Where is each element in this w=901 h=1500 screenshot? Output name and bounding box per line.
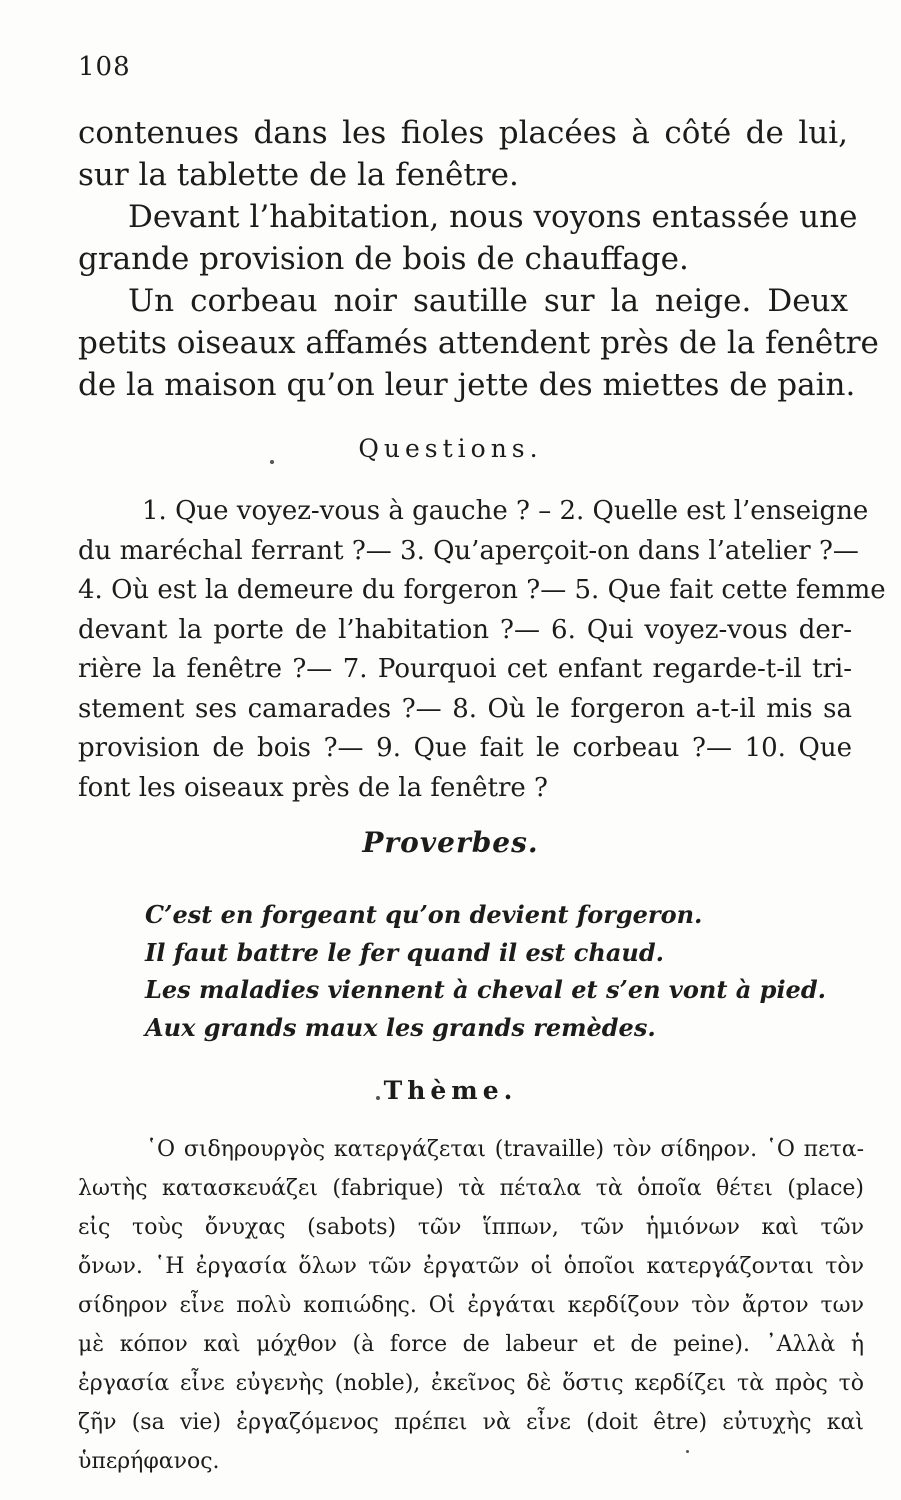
question-line: du maréchal ferrant ?— 3. Qu’aperçoit-on dans l’atelier ?— [78,535,859,566]
ink-speck [376,1096,380,1100]
ink-speck [686,1450,689,1453]
theme-line: λωτὴς κατασκευάζει (fabrique) τὰ πέταλα τὰ ὁποῖα θέτει (place) [78,1176,864,1201]
intro-paragraph [78,112,848,196]
theme-text [78,1130,864,1481]
question-line: rière la fenêtre ?— 7. Pourquoi cet enfant regarde-t-il tri- [78,654,852,684]
text-line: sur la tablette de la fenêtre. [78,157,519,193]
text-line: Un corbeau noir sautille sur la neige. Deux [128,283,848,319]
text-line: contenues dans les fioles placées à côté de lui, [78,115,848,151]
theme-line: ὑπερήφανος. [78,1449,220,1474]
theme-line: σίδηρον εἶνε πολὺ κοπιώδης. Οἱ ἐργάται κερδίζουν τὸν ἄρτον των [78,1293,864,1318]
proverbs-heading: Proverbes. [362,826,539,859]
theme-line: ἐργασία εἶνε εὐγενὴς (noble), ἐκεῖνος δὲ ὅστις κερδίζει τὰ πρὸς τὸ [78,1371,864,1396]
text-line: de la maison qu’on leur jette des miettes de pain. [78,367,856,403]
theme-line: ζῆν (sa vie) ἐργαζόμενος πρέπει νὰ εἶνε (doit être) εὐτυχὴς καὶ [78,1410,864,1435]
text-line: petits oiseaux affamés attendent près de la fenêtre [78,325,879,361]
habitation-paragraph [78,196,858,280]
questions-heading: Questions. [358,434,543,463]
ink-speck [270,460,274,464]
proverb: Aux grands maux les grands remèdes. [145,1012,656,1042]
corbeau-paragraph [78,280,879,406]
proverb: Les maladies viennent à cheval et s’en vont à pied. [145,975,826,1004]
page-number: 108 [78,52,131,82]
questions-list [78,492,886,808]
proverb: Il faut battre le fer quand il est chaud. [145,937,664,967]
question-line: 4. Où est la demeure du forgeron ?— 5. Que fait cette femme [78,575,886,605]
question-line: stement ses camarades ?— 8. Où le forgeron a-t-il mis sa [78,693,852,724]
theme-heading: Thème. [383,1076,518,1105]
theme-line: μὲ κόπον καὶ μόχθον (à force de labeur et de peine). ᾿Αλλὰ ἡ [78,1332,864,1357]
question-line: devant la porte de l’habitation ?— 6. Qui voyez-vous der- [78,614,852,645]
question-line: 1. Que voyez-vous à gauche ? – 2. Quelle est l’enseigne [142,496,869,526]
theme-line: ὄνων. ῾Η ἐργασία ὅλων τῶν ἐργατῶν οἱ ὁποῖοι κατεργάζονται τὸν [78,1254,864,1279]
theme-line: εἰς τοὺς ὄνυχας (sabots) τῶν ἵππων, τῶν ἡμιόνων καὶ τῶν [78,1215,864,1240]
question-line: provision de bois ?— 9. Que fait le corbeau ?— 10. Que [78,733,852,763]
proverbs-list [145,896,865,1046]
theme-line: ῾Ο σιδηρουργὸς κατεργάζεται (travaille) τὸν σίδηρον. ῾Ο πετα- [146,1137,864,1162]
proverb: C’est en forgeant qu’on devient forgeron. [145,900,703,929]
question-line: font les oiseaux près de la fenêtre ? [78,772,548,803]
text-line: grande provision de bois de chauffage. [78,241,689,277]
text-line: Devant l’habitation, nous voyons entassée une [128,199,858,235]
